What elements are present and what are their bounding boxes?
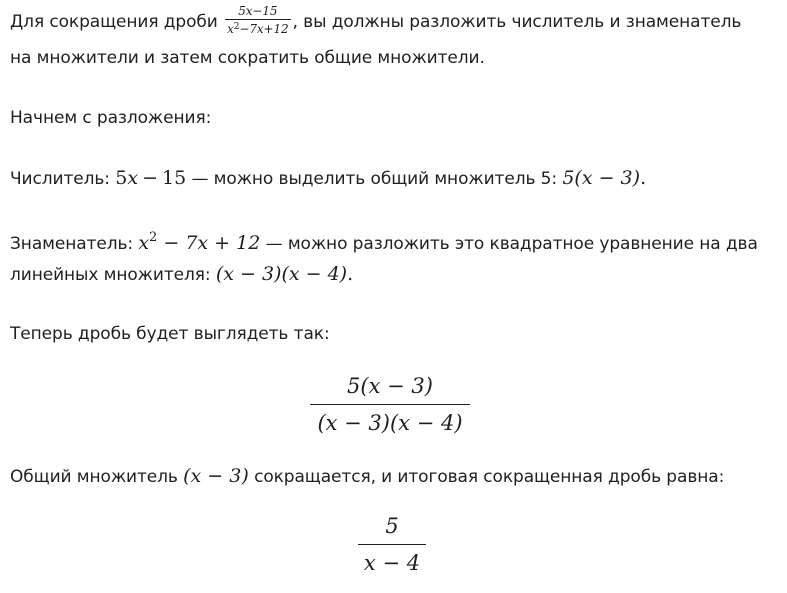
- common-factor-line: [10, 460, 724, 493]
- den-rest: −7x+12: [239, 21, 289, 36]
- expr-coef: 5: [115, 167, 128, 189]
- display-fraction-1-numerator: 5(x − 3): [310, 372, 470, 405]
- intro-text-before: Для сокращения дроби: [10, 12, 224, 32]
- inline-fraction: [225, 5, 291, 36]
- numerator-end: .: [640, 167, 647, 189]
- den-expr-var: x: [138, 232, 150, 254]
- intro-line-2: на множители и затем сократить общие множители.: [10, 48, 485, 68]
- display-fraction-2-denominator: x − 4: [363, 551, 421, 575]
- inline-fraction-numerator: 5x−15: [225, 5, 291, 20]
- denominator-line-2: [10, 258, 353, 291]
- numerator-line: [10, 162, 646, 195]
- numerator-label: Числитель:: [10, 169, 116, 189]
- display-fraction-2-numerator: 5: [358, 512, 426, 545]
- intro-line-1: [10, 3, 742, 38]
- display-fraction-2: [358, 512, 426, 577]
- common-after: сокращается, и итоговая сокращенная дробь равна:: [248, 467, 725, 487]
- numerator-middle: — можно выделить общий множитель 5:: [186, 169, 563, 189]
- start-line: Начнем с разложения:: [10, 108, 212, 128]
- denominator-end: .: [347, 263, 354, 285]
- den-exponent: 2: [233, 21, 240, 32]
- common-factor: (x − 3): [183, 465, 249, 487]
- denominator-middle: — можно разложить это квадратное уравнение на два: [260, 234, 758, 254]
- den-var: x: [227, 21, 234, 36]
- den-expr-exp: 2: [149, 230, 158, 245]
- common-before: Общий множитель: [10, 467, 184, 487]
- numerator-expression: [115, 167, 186, 189]
- denominator-result: (x − 3)(x − 4): [215, 263, 348, 285]
- denominator-line2-text: линейных множителя:: [10, 265, 216, 285]
- numerator-result: 5(x − 3): [562, 167, 641, 189]
- denominator-label: Знаменатель:: [10, 234, 139, 254]
- den-expr-rest: − 7x + 12: [157, 232, 261, 254]
- denominator-expression: [138, 232, 260, 254]
- expr-const: 15: [161, 167, 187, 189]
- inline-fraction-denominator: [225, 20, 291, 36]
- expr-op: −: [142, 167, 158, 189]
- denominator-line-1: [10, 222, 758, 260]
- display-fraction-1-denominator: (x − 3)(x − 4): [317, 411, 463, 435]
- intro-text-after: , вы должны разложить числитель и знаменатель: [292, 12, 742, 32]
- display-fraction-1: [310, 372, 470, 437]
- now-line: Теперь дробь будет выглядеть так:: [10, 324, 330, 344]
- expr-var: x: [127, 167, 139, 189]
